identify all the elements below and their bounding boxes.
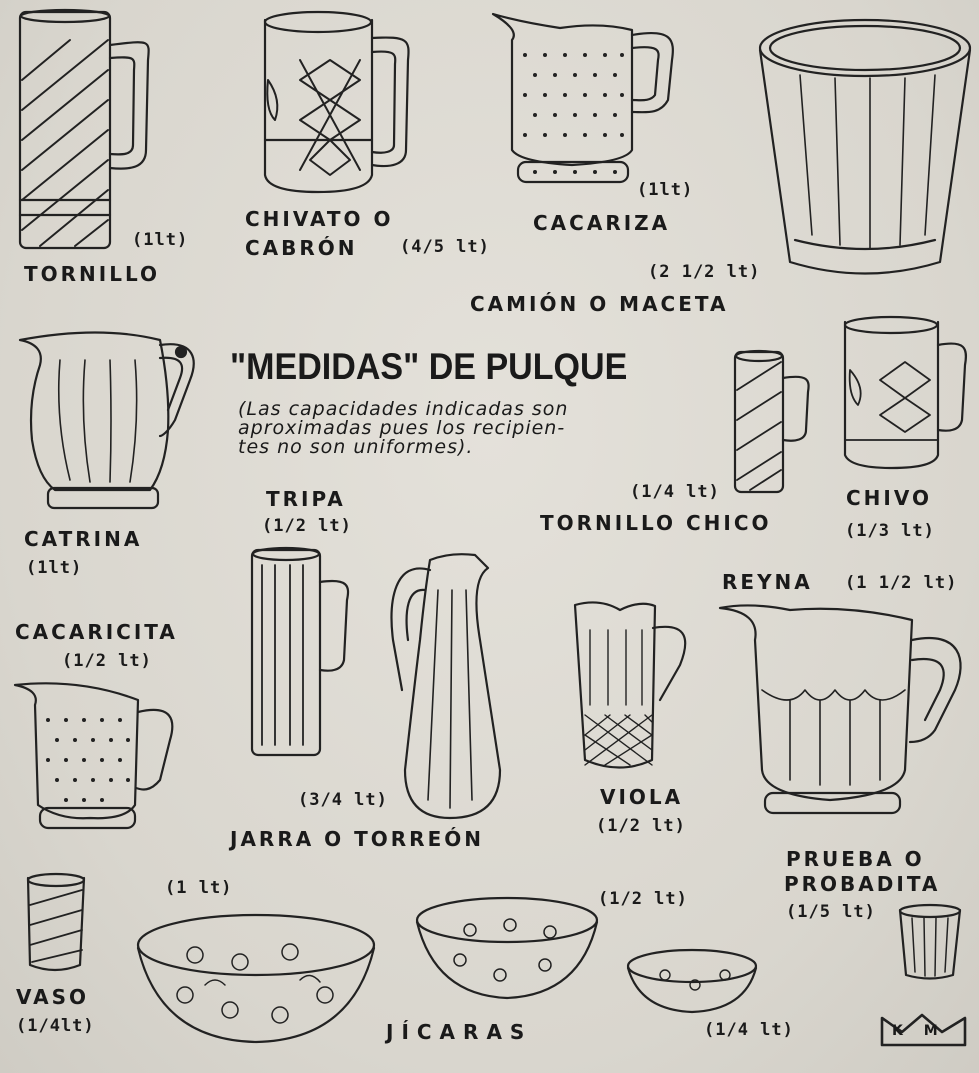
- jicara-large-illustration: [138, 915, 374, 1042]
- jicara-medium-illustration: [417, 898, 597, 998]
- prueba-label-line1: PRUEBA O: [786, 847, 925, 871]
- chivo-label: CHIVO: [846, 486, 932, 510]
- jicaras-label: JÍCARAS: [386, 1020, 533, 1044]
- jarra-label: JARRA O TORREÓN: [230, 827, 484, 851]
- tripa-illustration: [252, 548, 348, 755]
- viola-label: VIOLA: [600, 785, 684, 809]
- catrina-label: CATRINA: [24, 527, 143, 551]
- tornillo-label: TORNILLO: [24, 262, 161, 286]
- subtitle-line-2: aproximadas pues los recipien-: [238, 417, 566, 439]
- chivo-capacity: (1/3 lt): [845, 521, 935, 541]
- camion-label: CAMIÓN O MACETA: [470, 292, 729, 316]
- chivato-illustration: [265, 12, 409, 192]
- catrina-capacity: (1lt): [26, 558, 83, 578]
- reyna-capacity: (1 1/2 lt): [845, 573, 958, 593]
- cacaricita-illustration: [15, 683, 172, 828]
- chivo-illustration: [845, 317, 966, 468]
- jicara-small-capacity: (1/4 lt): [704, 1020, 794, 1040]
- camion-illustration: [760, 20, 970, 274]
- vaso-capacity: (1/4lt): [16, 1016, 95, 1036]
- jicara-large-capacity: (1 lt): [165, 878, 233, 898]
- tornillo-capacity: (1lt): [132, 230, 189, 250]
- viola-capacity: (1/2 lt): [596, 816, 686, 836]
- chivato-label-line2: CABRÓN: [245, 236, 358, 260]
- jarra-illustration: [392, 554, 500, 818]
- cacaricita-capacity: (1/2 lt): [62, 651, 152, 671]
- prueba-illustration: [900, 905, 960, 979]
- jarra-capacity: (3/4 lt): [298, 790, 388, 810]
- tornillo-illustration: [20, 10, 149, 248]
- reyna-label: REYNA: [722, 570, 813, 594]
- tornillo-chico-label: TORNILLO CHICO: [540, 511, 772, 535]
- prueba-label-line2: PROBADITA: [784, 872, 941, 896]
- viola-illustration: [575, 602, 685, 767]
- cacariza-label: CACARIZA: [533, 211, 671, 235]
- crown-logo-letters: K M: [892, 1023, 946, 1039]
- subtitle-line-1: (Las capacidades indicadas son: [238, 398, 569, 420]
- prueba-capacity: (1/5 lt): [786, 902, 876, 922]
- tornillo-chico-illustration: [735, 351, 809, 492]
- catrina-illustration: [20, 333, 194, 509]
- page-title: "MEDIDAS" DE PULQUE: [230, 346, 628, 387]
- page-subtitle: [238, 400, 708, 457]
- camion-capacity: (2 1/2 lt): [648, 262, 761, 282]
- tripa-label: TRIPA: [266, 487, 346, 511]
- chivato-capacity: (4/5 lt): [400, 237, 490, 257]
- subtitle-line-3: tes no son uniformes).: [238, 436, 474, 458]
- jicara-small-illustration: [628, 950, 756, 1012]
- tornillo-chico-capacity: (1/4 lt): [630, 482, 720, 502]
- vaso-illustration: [28, 874, 84, 970]
- reyna-illustration: [720, 605, 961, 813]
- vaso-label: VASO: [16, 985, 90, 1009]
- cacariza-illustration: [493, 14, 673, 182]
- cacaricita-label: CACARICITA: [15, 620, 178, 644]
- jicara-medium-capacity: (1/2 lt): [598, 889, 688, 909]
- cacariza-capacity: (1lt): [637, 180, 694, 200]
- chivato-label-line1: CHIVATO O: [245, 207, 394, 231]
- tripa-capacity: (1/2 lt): [262, 516, 352, 536]
